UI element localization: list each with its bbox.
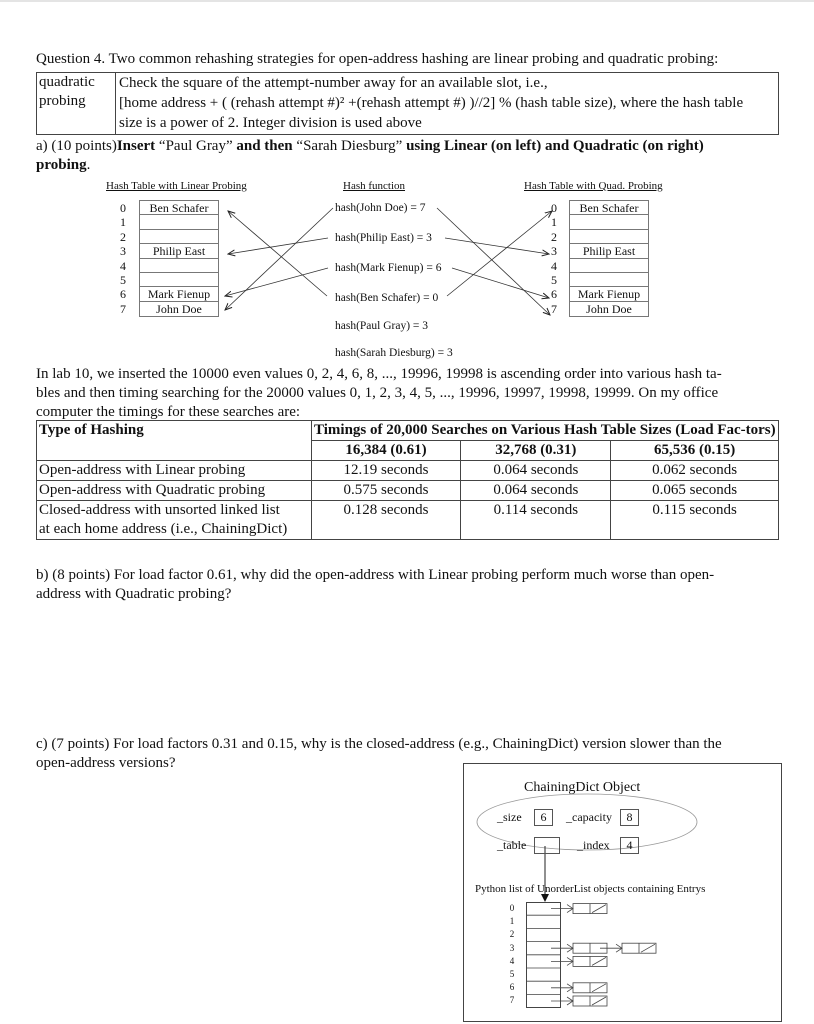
size-label: _size [497,810,522,824]
lab-text-line3: computer the timings for these searches are: [36,404,301,420]
timing-cell: 0.128 seconds [311,501,461,540]
desc-line-3: size is a power of 2. Integer division is used above [119,115,422,131]
capacity-field: 8 [620,809,639,826]
hash-arrows [0,0,814,380]
row-type: Open-address with Linear probing [37,461,312,481]
part-a-suffix: using Linear (on left) and Quadratic (on right) [402,138,704,154]
slot-index: 4 [120,258,126,273]
timing-table [36,420,779,540]
row-type-line2: at each home address (i.e., ChainingDict) [39,521,288,537]
lab-text-line2: bles and then timing searching for the 20000 values 0, 1, 2, 3, 4, 5, ..., 19996, 19997, 19998, 19999. On my office [36,385,719,401]
hash-entry: hash(Paul Gray) = 3 [335,320,429,332]
hash-slot: John Doe [586,301,632,316]
part-b-line1: b) (8 points) For load factor 0.61, why did the open-address with Linear probing perform much worse than open- [36,567,715,583]
arrow-john-doe-quad [437,208,550,315]
chaining-dict-title: ChainingDict Object [524,780,641,795]
header-type-of-hashing: Type of Hashing [37,421,312,461]
question-heading: Question 4. Two common rehashing strategies for open-address hashing are linear probing and quadratic probing: [36,51,719,67]
timing-cell: 0.065 seconds [611,481,779,501]
slot-index: 5 [120,273,126,287]
slot-index: 3 [551,244,557,259]
arrow-ben-schafer-linear [228,211,327,296]
slot-index: 5 [551,273,557,287]
index-label: _index [577,838,610,852]
slot-index: 3 [120,244,126,259]
desc-line-2: [home address + ( (rehash attempt #)² +(rehash attempt #) )//2] % (hash table size), where the hash table [119,95,744,111]
timing-cell: 0.115 seconds [611,501,779,540]
desc-line-1: Check the square of the attempt-number away for an available slot, i.e., [119,75,548,91]
slot-index: 0 [551,201,557,215]
list-caption: Python list of UnorderList objects containing Entrys [475,883,706,895]
timing-cell: 0.062 seconds [611,461,779,481]
list-index: 2 [509,929,515,940]
table-label: _table [497,838,527,852]
quad-table-title: Hash Table with Quad. Probing [524,180,663,192]
list-index: 4 [509,955,515,966]
hash-entry: hash(John Doe) = 7 [335,202,426,214]
arrow-mark-fienup-quad [452,268,549,298]
hash-slot: Ben Schafer [570,201,648,215]
part-b-line2: address with Quadratic probing? [36,586,232,602]
size-field: 6 [534,809,553,826]
slot-index: 2 [120,229,126,244]
timing-cell: 0.064 seconds [461,481,611,501]
slot-index: 6 [551,287,557,302]
list-index: 7 [509,995,515,1006]
timing-cell: 0.064 seconds [461,461,611,481]
arrow-philip-east-quad [445,238,549,254]
part-a-mid: and then [232,138,297,154]
slot-index: 1 [120,215,126,230]
slot-index: 2 [551,229,557,244]
hash-slot: Mark Fienup [140,287,218,301]
chaining-dict-diagram [463,763,782,1022]
hash-slot: Ben Schafer [140,201,218,215]
part-a-name1: “Paul Gray” [158,138,233,154]
capacity-label: _capacity [566,810,612,824]
part-a-points: a) (10 points) [36,138,117,154]
hash-entry: hash(Philip East) = 3 [335,232,432,244]
slot-index: 1 [551,215,557,230]
slot-index: 6 [120,287,126,302]
header-timings: Timings of 20,000 Searches on Various Hash Table Sizes (Load Fac-tors) [311,421,778,441]
hash-entry: hash(Ben Schafer) = 0 [335,292,439,304]
index-field: 4 [620,837,639,854]
slot-index: 0 [120,201,126,215]
arrow-john-doe-linear [225,208,333,310]
hash-slot: John Doe [156,301,202,316]
hash-slot: Mark Fienup [570,287,648,301]
table-row [37,501,779,540]
slot-index: 4 [551,258,557,273]
list-index: 1 [509,916,515,927]
list-index: 3 [509,942,515,953]
hash-entry: hash(Mark Fienup) = 6 [335,262,442,274]
column-header: 65,536 (0.15) [611,441,779,461]
table-row [37,481,779,501]
part-c-line2: open-address versions? [36,755,176,771]
part-a-insert: Insert [116,138,159,154]
part-c-line1: c) (7 points) For load factors 0.31 and 0.15, why is the closed-address (e.g., ChainingDict) version slower than the [36,736,722,752]
hash-entry: hash(Sarah Diesburg) = 3 [335,347,453,359]
hash-slot: Philip East [140,244,218,258]
part-a-period: . [86,157,91,173]
row-type: Open-address with Quadratic probing [37,481,312,501]
term-line-2: probing [39,93,86,109]
row-type-line1: Closed-address with unsorted linked list [39,502,280,518]
list-index: 6 [509,982,515,993]
column-header: 32,768 (0.31) [461,441,611,461]
arrow-mark-fienup-linear [225,268,328,296]
slot-index: 7 [120,301,126,316]
timing-cell: 12.19 seconds [311,461,461,481]
timing-cell: 0.575 seconds [311,481,461,501]
hash-function-title: Hash function [343,180,406,192]
lab-text-line1: In lab 10, we inserted the 10000 even values 0, 2, 4, 6, 8, ..., 19996, 19998 is ascending order into various hash ta- [36,366,722,382]
arrow-ben-schafer-quad [447,211,552,296]
slot-index: 7 [551,301,557,316]
list-index: 5 [509,969,515,979]
timing-cell: 0.114 seconds [461,501,611,540]
linear-table-title: Hash Table with Linear Probing [106,180,247,192]
row-type [37,501,312,540]
column-header: 16,384 (0.61) [311,441,461,461]
part-a-name2: “Sarah Diesburg” [296,138,403,154]
table-row [37,461,779,481]
list-index: 0 [509,903,515,913]
term-line-1: quadratic [39,74,95,90]
part-a-probing: probing [36,157,87,173]
arrow-philip-east-linear [228,238,328,254]
hash-slot: Philip East [570,244,648,258]
